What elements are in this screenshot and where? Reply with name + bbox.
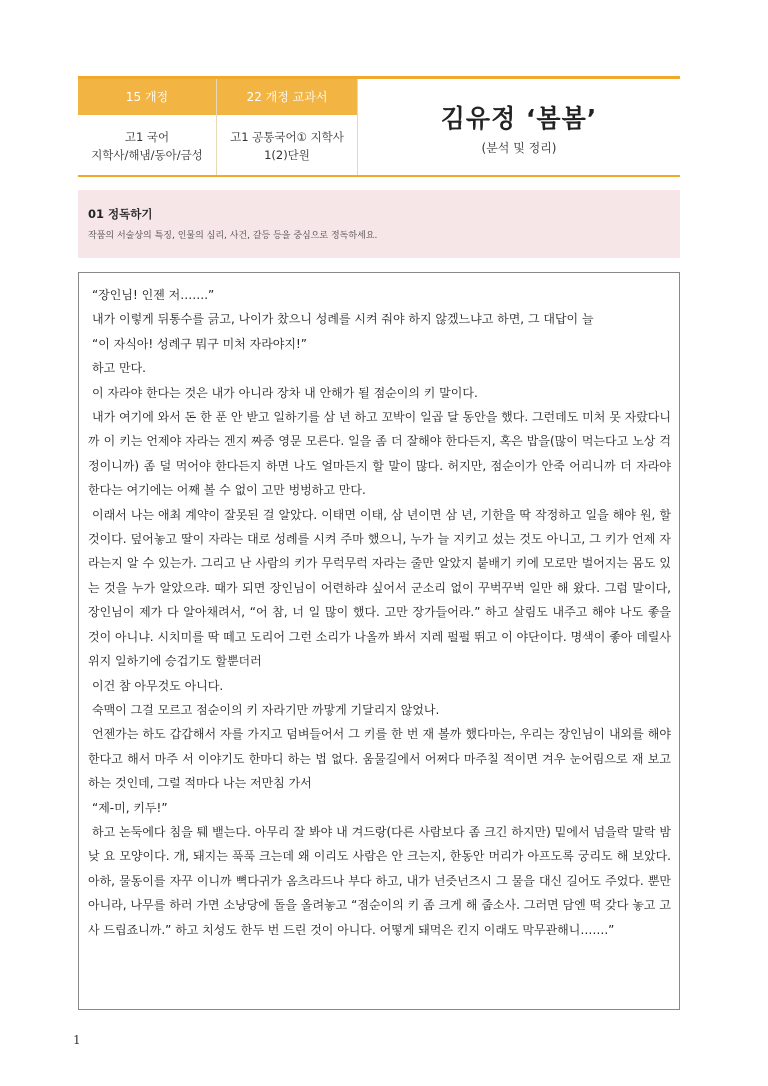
header-table [78, 76, 680, 177]
passage-paragraph: 내가 이렇게 뒤통수를 긁고, 나이가 찼으니 성례를 시켜 줘야 하지 않겠느냐고 하면, 그 대답이 늘 [92, 312, 594, 327]
header-value-22 [217, 115, 357, 175]
passage-paragraph: 이 자라야 한다는 것은 내가 아니라 장차 내 안해가 될 점순이의 키 말이다. [92, 385, 478, 400]
title-block [358, 79, 680, 175]
passage-paragraph: 숙맥이 그걸 모르고 점순이의 키 자라기만 까맣게 기달리지 않었나. [92, 702, 440, 717]
passage-paragraph: “제-미, 키두!” [92, 800, 168, 815]
task-box [78, 190, 680, 258]
task-title: 01 정독하기 [88, 207, 153, 221]
header-value-22-line1: 고1 공통국어① 지학사 [230, 129, 344, 144]
passage-paragraph: “이 자식아! 성례구 뭐구 미처 자라야지!” [92, 336, 308, 351]
passage-paragraph: 내가 여기에 와서 돈 한 푼 안 받고 일하기를 삼 년 하고 꼬박이 일곱 달 동안을 했다. 그런데도 미처 못 자랐다니까 이 키는 언제야 자라는 겐지 짜증 영문 모른다. 일을 좀 더 잘해야 한다든지, 혹은 밥을(많이 먹는다고 노상 걱정이니까) 좀 덜 먹어야 한다든지 하면 나도 얼마든지 할 말이 많다. 허지만, 점순이가 안죽 어리니까 더 자라야 한다는 여기에는 어째 볼 수 없이 고만 벙벙하고 만다. [88, 410, 671, 498]
passage-paragraph: 언젠가는 하도 갑갑해서 자를 가지고 덤벼들어서 그 키를 한 번 재 볼까 했다마는, 우리는 장인님이 내외를 해야 한다고 해서 마주 서 이야기도 한마디 하는 법 없다. 움물길에서 어쩌다 마주칠 적이면 겨우 눈어림으로 재 보고 하는 것인데, 그럴 적마다 나는 저만침 가서 [88, 727, 671, 791]
header-label-15: 15 개정 [78, 79, 216, 115]
header-col-15 [78, 79, 217, 175]
header-label-22: 22 개정 교과서 [217, 79, 357, 115]
passage-box [78, 272, 680, 1010]
header-value-15-line1: 고1 국어 [124, 129, 170, 144]
passage-paragraph: 하고 논둑에다 침을 퉤 뱉는다. 아무리 잘 봐야 내 겨드랑(다른 사람보다 좀 크긴 하지만) 밑에서 넘을락 말락 밤낮 요 모양이다. 개, 돼지는 푹푹 크는데 왜 이리도 사람은 안 크는지, 한동안 머리가 아프도록 궁리도 해 보았다. 아하, 물동이를 자꾸 이니까 뼉다귀가 옴츠라드나 부다 하고, 내가 넌즛넌즈시 그 물을 대신 길어도 주었다. 뿐만 아니라, 나무를 하러 가면 소낭당에 돌을 올려놓고 “점순이의 키 좀 크게 해 줍소사. 그러면 담엔 떡 갖다 놓고 고사 드립죠니까.” 하고 치성도 한두 번 드린 것이 아니다. 어떻게 돼먹은 킨지 이래도 막무관해니…….” [88, 824, 671, 937]
document-subtitle: (분석 및 정리) [481, 140, 557, 155]
passage-paragraph: “장인님! 인젠 저…….” [92, 288, 215, 302]
passage-paragraph: 이건 참 아무것도 아니다. [92, 678, 224, 693]
passage-paragraph: 이래서 나는 애최 계약이 잘못된 걸 알았다. 이태면 이태, 삼 년이면 삼 년, 기한을 딱 작정하고 일을 해야 원, 할 것이다. 덮어놓고 딸이 자라는 대로 성례를 시켜 주마 했으니, 누가 늘 지키고 섰는 것도 아니고, 그 키가 언제 자라는지 알 수 있는가. 그리고 난 사람의 키가 무럭무럭 자라는 줄만 알았지 붙배기 키에 모로만 벌어지는 몸도 있는 것을 누가 알았으랴. 때가 되면 장인님이 어련하랴 싶어서 군소리 없이 꾸벅꾸벅 일만 해 왔다. 그럼 말이다, 장인님이 제가 다 알아채려서, “어 참, 너 일 많이 했다. 고만 장가들어라.” 하고 살림도 내주고 해야 나도 좋을 것이 아니냐. 시치미를 딱 떼고 도리어 그런 소리가 나올까 봐서 지레 펄펄 뛰고 이 야단이다. 명색이 좋아 데릴사위지 일하기에 승겁기도 할뿐더러 [88, 507, 671, 669]
header-value-22-line2: 1(2)단원 [264, 147, 310, 162]
passage-paragraph: 하고 만다. [92, 361, 146, 376]
page-number: 1 [73, 1033, 81, 1047]
task-description: 작품의 서술상의 특징, 인물의 심리, 사건, 갈등 등을 중심으로 정독하세요. [88, 231, 378, 241]
header-value-15 [78, 115, 216, 175]
document-title: 김유정 ‘봄봄’ [440, 103, 598, 133]
header-col-22 [217, 79, 358, 175]
header-value-15-line2: 지학사/해냄/동아/금성 [91, 147, 203, 162]
